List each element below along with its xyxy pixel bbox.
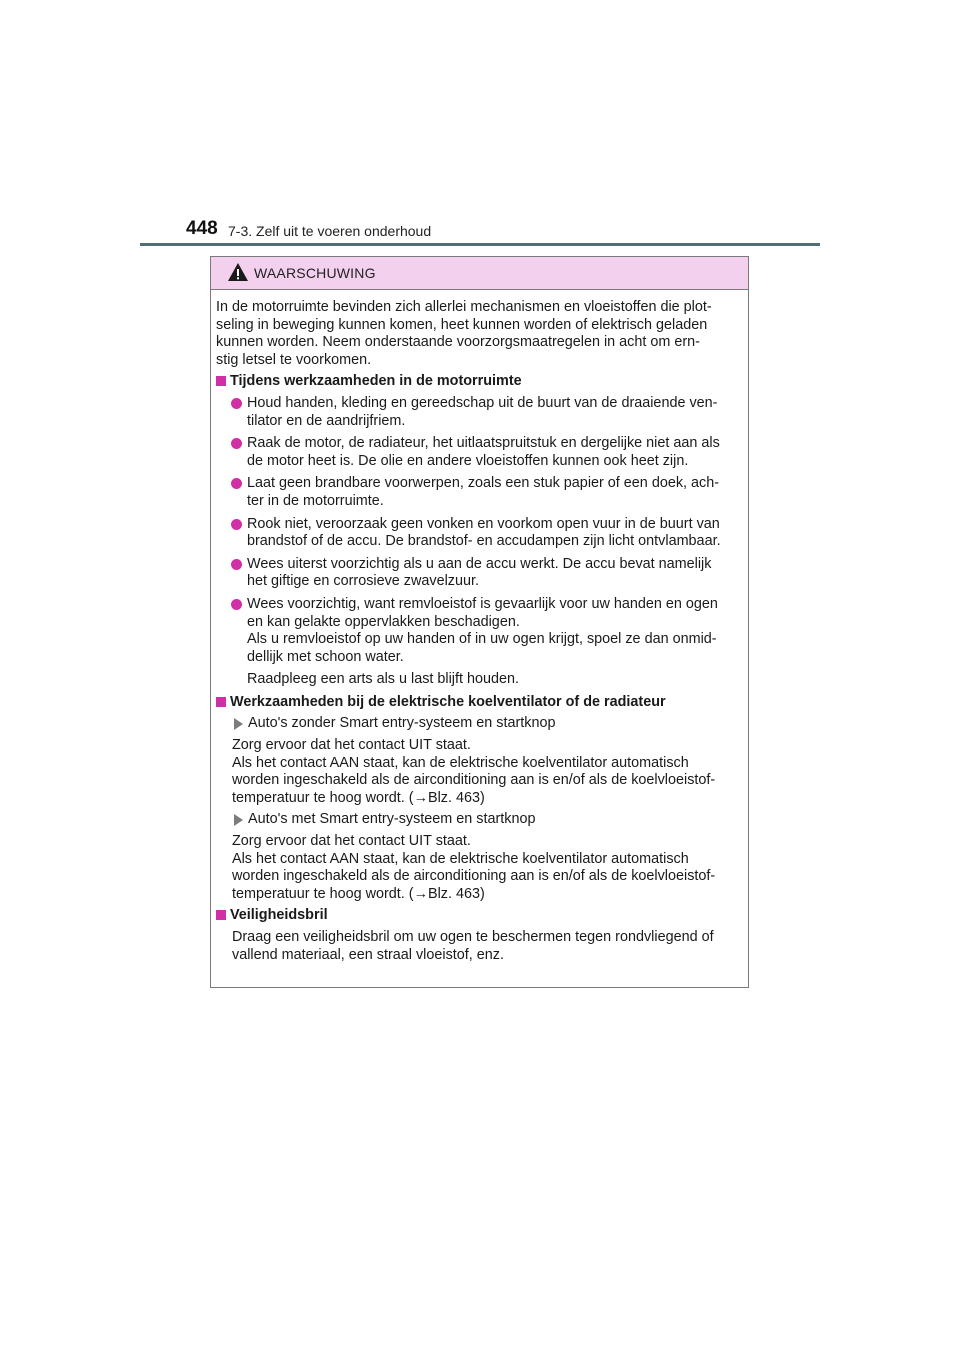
section-heading-text: Werkzaamheden bij de elektrische koelventilator of de radiateur	[230, 693, 666, 710]
section-heading-cooling-fan	[216, 694, 744, 712]
bullet-item	[216, 395, 744, 430]
bullet-continuation: Raadpleeg een arts als u last blijft houden.	[247, 671, 520, 688]
bullet-line: en kan gelakte oppervlakken beschadigen.	[247, 613, 520, 630]
variant-label-text: Auto's met Smart entry-systeem en startknop	[248, 811, 536, 828]
bullet-item	[216, 516, 744, 551]
bullet-item	[216, 435, 744, 470]
round-bullet-icon	[231, 519, 242, 530]
bullet-line: het giftige en corrosieve zwavelzuur.	[247, 573, 479, 590]
section-heading-engine-room	[216, 373, 744, 391]
text-line: Zorg ervoor dat het contact UIT staat.	[232, 833, 471, 850]
section-title: 7-3. Zelf uit te voeren onderhoud	[228, 223, 432, 239]
round-bullet-icon	[231, 478, 242, 489]
text-line: Als het contact AAN staat, kan de elektrische koelventilator automatisch	[232, 850, 689, 867]
page-reference[interactable]: Blz. 463)	[427, 789, 485, 806]
round-bullet-icon	[231, 438, 242, 449]
intro-line: seling in beweging kunnen komen, heet kunnen worden of elektrisch geladen	[216, 316, 708, 333]
intro-line: In de motorruimte bevinden zich allerlei mechanismen en vloeistoffen die plot-	[216, 299, 712, 315]
warning-box	[210, 256, 749, 988]
header-divider	[140, 243, 820, 246]
text-line: Draag een veiligheidsbril om uw ogen te beschermen tegen rondvliegend of	[232, 929, 714, 945]
intro-line: stig letsel te voorkomen.	[216, 351, 372, 368]
text-line: vallend materiaal, een straal vloeistof, enz.	[232, 946, 504, 963]
warning-triangle-icon	[227, 262, 249, 282]
page-reference[interactable]: Blz. 463)	[427, 885, 485, 902]
warning-intro	[216, 299, 744, 369]
warning-title: WAARSCHUWING	[254, 265, 376, 281]
text-line: temperatuur te hoog wordt. (	[232, 789, 414, 806]
bullet-line: Wees uiterst voorzichtig als u aan de accu werkt. De accu bevat namelijk	[247, 555, 712, 572]
bullet-item	[216, 596, 744, 666]
text-line: worden ingeschakeld als de airconditioning aan is en/of als de koelvloeistof-	[232, 868, 716, 885]
bullet-line: tilator en de aandrijfriem.	[247, 412, 406, 429]
bullet-line: Als u remvloeistof op uw handen of in uw ogen krijgt, spoel ze dan onmid-	[247, 631, 717, 648]
bullet-line: Wees voorzichtig, want remvloeistof is gevaarlijk voor uw handen en ogen	[247, 595, 718, 612]
text-line: Als het contact AAN staat, kan de elektrische koelventilator automatisch	[232, 754, 689, 771]
variant-text-with-smart-entry	[216, 833, 744, 903]
bullet-line: Raak de motor, de radiateur, het uitlaatspruitstuk en dergelijke niet aan als	[247, 435, 720, 452]
safety-glasses-text	[216, 929, 744, 964]
bullet-line: de motor heet is. De olie en andere vloeistoffen kunnen ook heet zijn.	[247, 452, 689, 469]
bullet-line: dellijk met schoon water.	[247, 648, 404, 665]
bullet-item	[216, 556, 744, 591]
intro-line: kunnen worden. Neem onderstaande voorzorgsmaatregelen in acht om ern-	[216, 334, 700, 351]
triangle-bullet-icon	[234, 718, 243, 730]
bullet-line: ter in de motorruimte.	[247, 492, 384, 509]
variant-text-without-smart-entry	[216, 737, 744, 807]
bullet-line: Rook niet, veroorzaak geen vonken en voorkom open vuur in de buurt van	[247, 515, 720, 532]
arrow-icon: →	[413, 885, 428, 902]
bullet-line: Laat geen brandbare voorwerpen, zoals een stuk papier of een doek, ach-	[247, 475, 720, 492]
section-heading-safety-glasses	[216, 907, 744, 925]
variant-label-with-smart-entry	[216, 811, 744, 829]
warning-header	[211, 257, 748, 290]
page-number: 448	[186, 218, 218, 239]
text-line: Zorg ervoor dat het contact UIT staat.	[232, 737, 471, 754]
round-bullet-icon	[231, 398, 242, 409]
warning-body	[216, 299, 744, 968]
arrow-icon: →	[413, 789, 428, 806]
triangle-bullet-icon	[234, 814, 243, 826]
bullet-line: brandstof of de accu. De brandstof- en accudampen zijn licht ontvlambaar.	[247, 533, 721, 550]
round-bullet-icon	[231, 559, 242, 570]
section-heading-text: Veiligheidsbril	[230, 907, 328, 924]
square-bullet-icon	[216, 697, 226, 707]
bullet-line: Houd handen, kleding en gereedschap uit de buurt van de draaiende ven-	[247, 394, 718, 411]
variant-label-without-smart-entry	[216, 715, 744, 733]
variant-label-text: Auto's zonder Smart entry-systeem en startknop	[248, 715, 556, 732]
text-line: worden ingeschakeld als de airconditioning aan is en/of als de koelvloeistof-	[232, 772, 716, 789]
square-bullet-icon	[216, 376, 226, 386]
round-bullet-icon	[231, 599, 242, 610]
square-bullet-icon	[216, 910, 226, 920]
text-line: temperatuur te hoog wordt. (	[232, 885, 414, 902]
bullet-item	[216, 475, 744, 510]
section-heading-text: Tijdens werkzaamheden in de motorruimte	[230, 373, 522, 390]
